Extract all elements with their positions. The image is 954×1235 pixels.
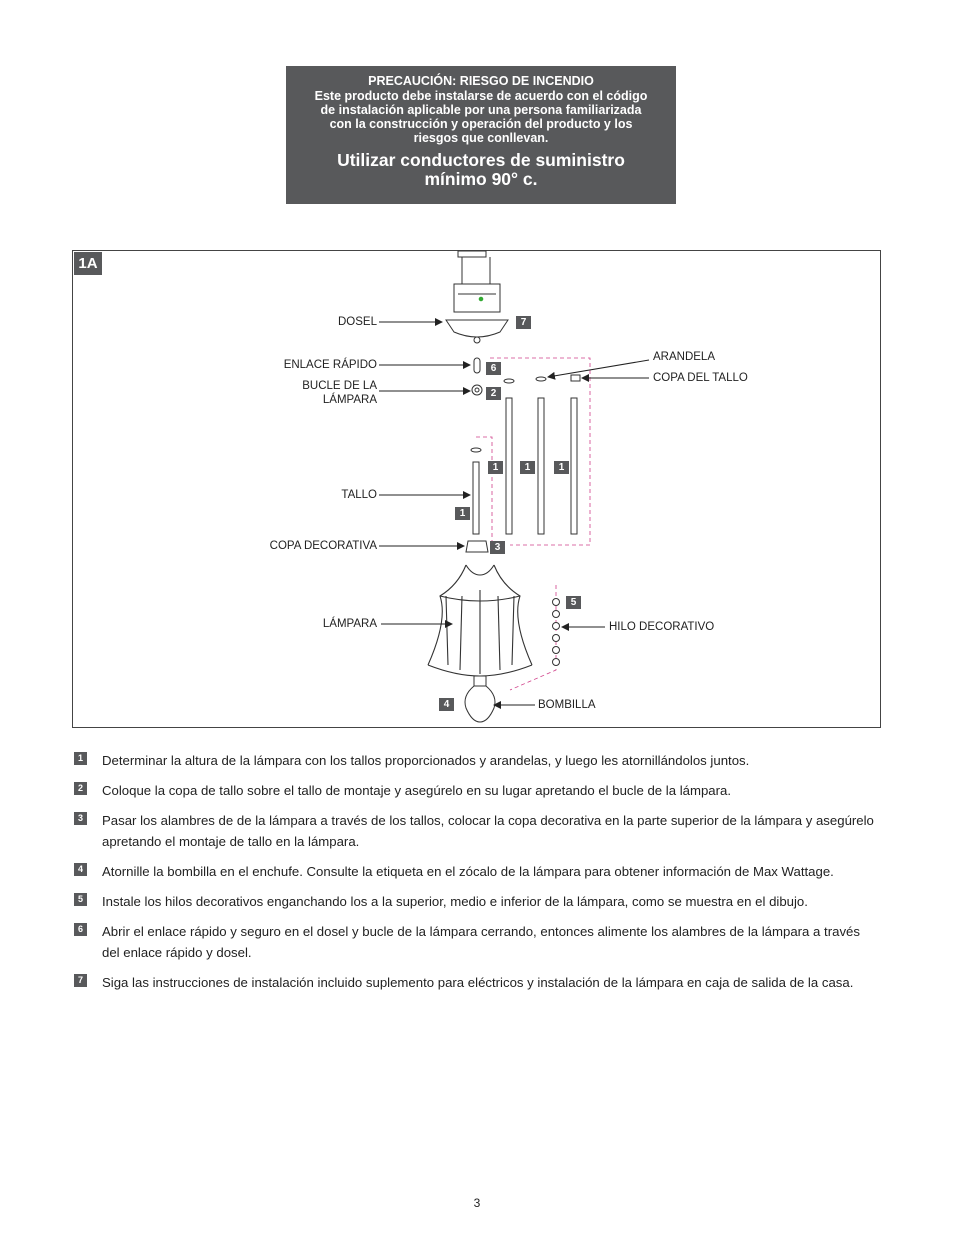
callout-3: 3 [490, 541, 505, 554]
instruction-item [74, 861, 880, 882]
instruction-number: 5 [74, 893, 87, 906]
label-tallo: TALLO [341, 489, 377, 501]
instruction-text: Atornille la bombilla en el enchufe. Consulte la etiqueta en el zócalo de la lámpara para obtener información de Max Wattage. [102, 864, 834, 879]
warning-body: Este producto debe instalarse de acuerdo con el código de instalación aplicable por una persona familiarizada con la construcción y operación del producto y los riesgos que conllevan. [314, 89, 648, 145]
lamp-drawing [428, 565, 532, 676]
callout-6: 6 [486, 362, 501, 375]
diagram-step-badge: 1A [74, 252, 102, 275]
callout-7: 7 [516, 316, 531, 329]
instruction-number: 4 [74, 863, 87, 876]
instruction-list [74, 750, 880, 1002]
label-bombilla: BOMBILLA [538, 699, 596, 711]
label-copa-decorativa: COPA DECORATIVA [269, 540, 377, 552]
callout-1b: 1 [520, 461, 535, 474]
instruction-item [74, 750, 880, 771]
callout-1d: 1 [455, 507, 470, 520]
instruction-text: Siga las instrucciones de instalación incluido suplemento para eléctricos y instalación de la lámpara en caja de salida de la casa. [102, 975, 854, 990]
callout-5: 5 [566, 596, 581, 609]
canopy-drawing [446, 251, 508, 343]
instruction-text: Abrir el enlace rápido y seguro en el dosel y bucle de la lámpara cerrando, entonces alimente los alambres de la lámpara a través del enlace rápido y dosel. [102, 924, 860, 960]
callout-1a: 1 [488, 461, 503, 474]
instruction-number: 2 [74, 782, 87, 795]
warning-title: PRECAUCIÓN: RIESGO DE INCENDIO [368, 74, 594, 88]
instruction-item [74, 891, 880, 912]
instruction-item [74, 972, 880, 993]
instruction-number: 1 [74, 752, 87, 765]
label-bucle: BUCLE DE LA LÁMPARA [302, 380, 377, 406]
instruction-item [74, 780, 880, 801]
label-arandela: ARANDELA [653, 351, 715, 363]
instruction-text: Instale los hilos decorativos enganchando los a la superior, medio e inferior de la lámpara, como se muestra en el dibujo. [102, 894, 808, 909]
instruction-number: 7 [74, 974, 87, 987]
instruction-item [74, 921, 880, 963]
label-hilo-decorativo: HILO DECORATIVO [609, 621, 715, 633]
instruction-item [74, 810, 880, 852]
warning-conductor-note: Utilizar conductores de suministro mínimo 90° c. [337, 150, 625, 189]
label-enlace-rapido: ENLACE RÁPIDO [283, 359, 377, 371]
bulb-drawing [465, 676, 495, 722]
callout-4: 4 [439, 698, 454, 711]
instruction-text: Determinar la altura de la lámpara con los tallos proporcionados y arandelas, y luego les atornillándolos juntos. [102, 753, 750, 768]
callout-1c: 1 [554, 461, 569, 474]
instruction-number: 3 [74, 812, 87, 825]
instruction-text: Pasar los alambres de de la lámpara a través de los tallos, colocar la copa decorativa en la parte superior de la lámpara y asegúrelo apretando el montaje de tallo en la lámpara. [102, 813, 874, 849]
label-dosel: DOSEL [338, 316, 377, 328]
label-lampara: LÁMPARA [322, 618, 377, 630]
instruction-text: Coloque la copa de tallo sobre el tallo de montaje y asegúrelo en su lugar apretando el bucle de la lámpara. [102, 783, 732, 798]
callout-2: 2 [486, 387, 501, 400]
quick-link-drawing [472, 358, 482, 395]
decorative-cup-drawing [466, 541, 488, 552]
instruction-number: 6 [74, 923, 87, 936]
page-number: 3 [473, 1196, 481, 1210]
label-copa-del-tallo: COPA DEL TALLO [653, 372, 748, 384]
